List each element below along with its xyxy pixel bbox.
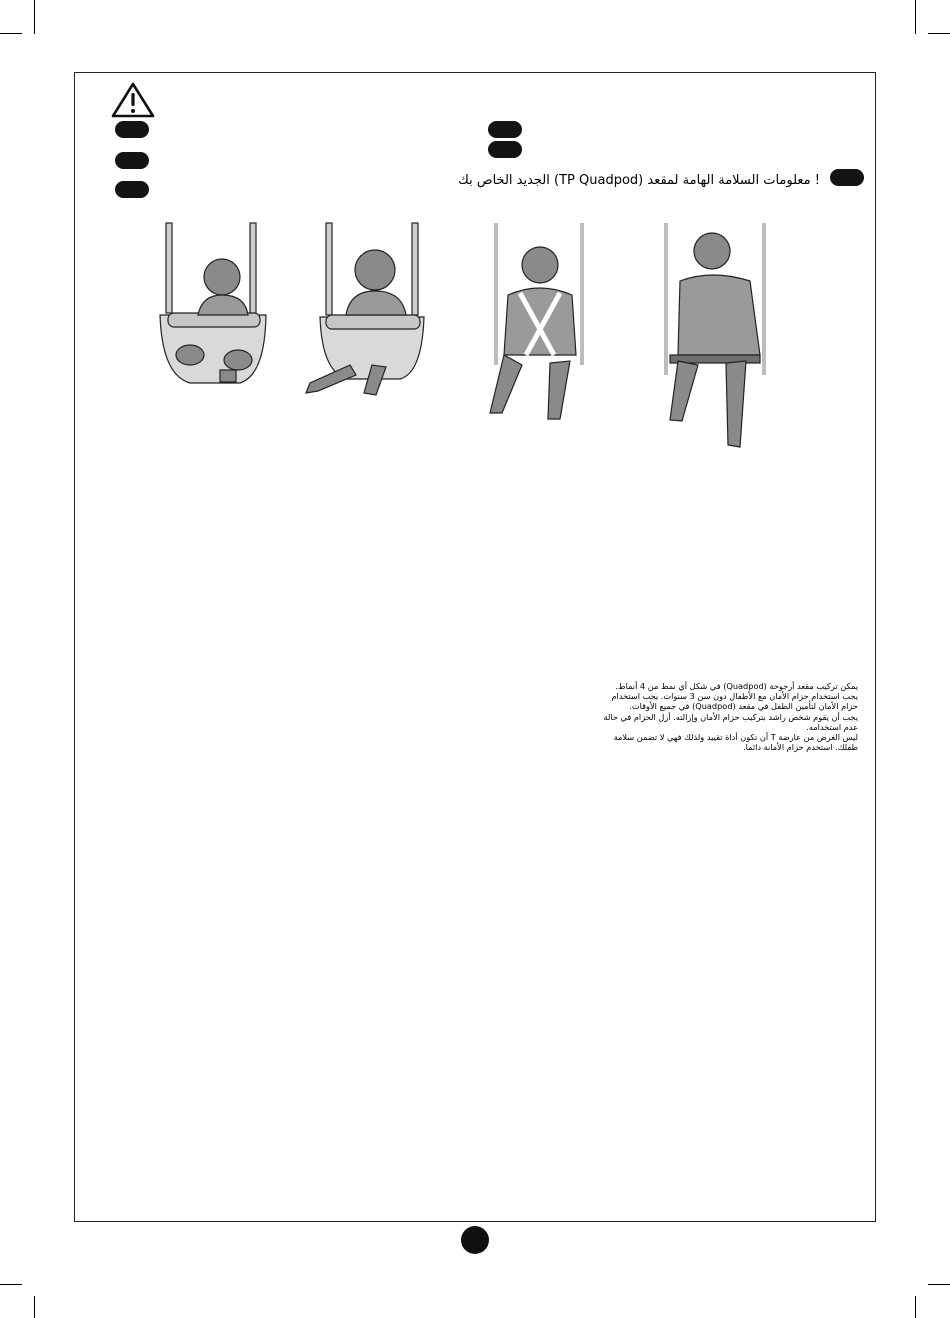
crop-mark bbox=[34, 1296, 35, 1318]
page-marker bbox=[461, 1226, 489, 1254]
crop-mark bbox=[915, 0, 916, 34]
crop-mark bbox=[928, 1284, 950, 1285]
baby-in-seat-with-tray bbox=[160, 223, 266, 383]
language-badge-icon bbox=[488, 121, 522, 138]
crop-mark bbox=[915, 1296, 916, 1318]
crop-mark bbox=[928, 33, 950, 34]
toddler-in-seat-with-tray bbox=[306, 223, 424, 395]
warning-triangle-icon bbox=[111, 82, 155, 118]
note-item: ليس الغرض من عارضة T أن تكون أداة تقييد ولذلك فهي لا تضمن سلامة طفلك. استخدم حزام الأمانة دائما. bbox=[613, 732, 858, 753]
safety-notes bbox=[600, 681, 858, 752]
illustrations bbox=[150, 215, 810, 455]
crop-mark bbox=[34, 0, 35, 34]
note-item: يمكن تركيب مقعد أرجوحة (Quadpod) في شكل أي نمط من 4 أنماط. bbox=[615, 681, 858, 691]
note-item: يجب أن يقوم شخص راشد بتركيب حزام الأمان وإزالته. أزل الحزام في حالة عدم استخدامه. bbox=[603, 711, 858, 732]
crop-mark bbox=[0, 1284, 22, 1285]
child-on-plain-seat bbox=[666, 223, 764, 447]
note-item: يجب استخدام حزام الأمان مع الأطفال دون سن 3 سنوات. يجب استخدام حزام الأمان لتأمين الطفل في مقعد (Quadpod) في جميع الأوقات. bbox=[611, 691, 858, 712]
safety-heading: ! معلومات السلامة الهامة لمقعد (TP Quadpod) الجديد الخاص بك bbox=[458, 173, 820, 188]
language-badge-icon bbox=[115, 181, 149, 198]
language-badge-icon bbox=[115, 121, 149, 138]
language-badge-icon bbox=[115, 152, 149, 169]
crop-mark bbox=[0, 33, 22, 34]
child-with-harness bbox=[490, 223, 582, 419]
language-badge-icon bbox=[830, 169, 864, 186]
language-badge-icon bbox=[488, 141, 522, 158]
